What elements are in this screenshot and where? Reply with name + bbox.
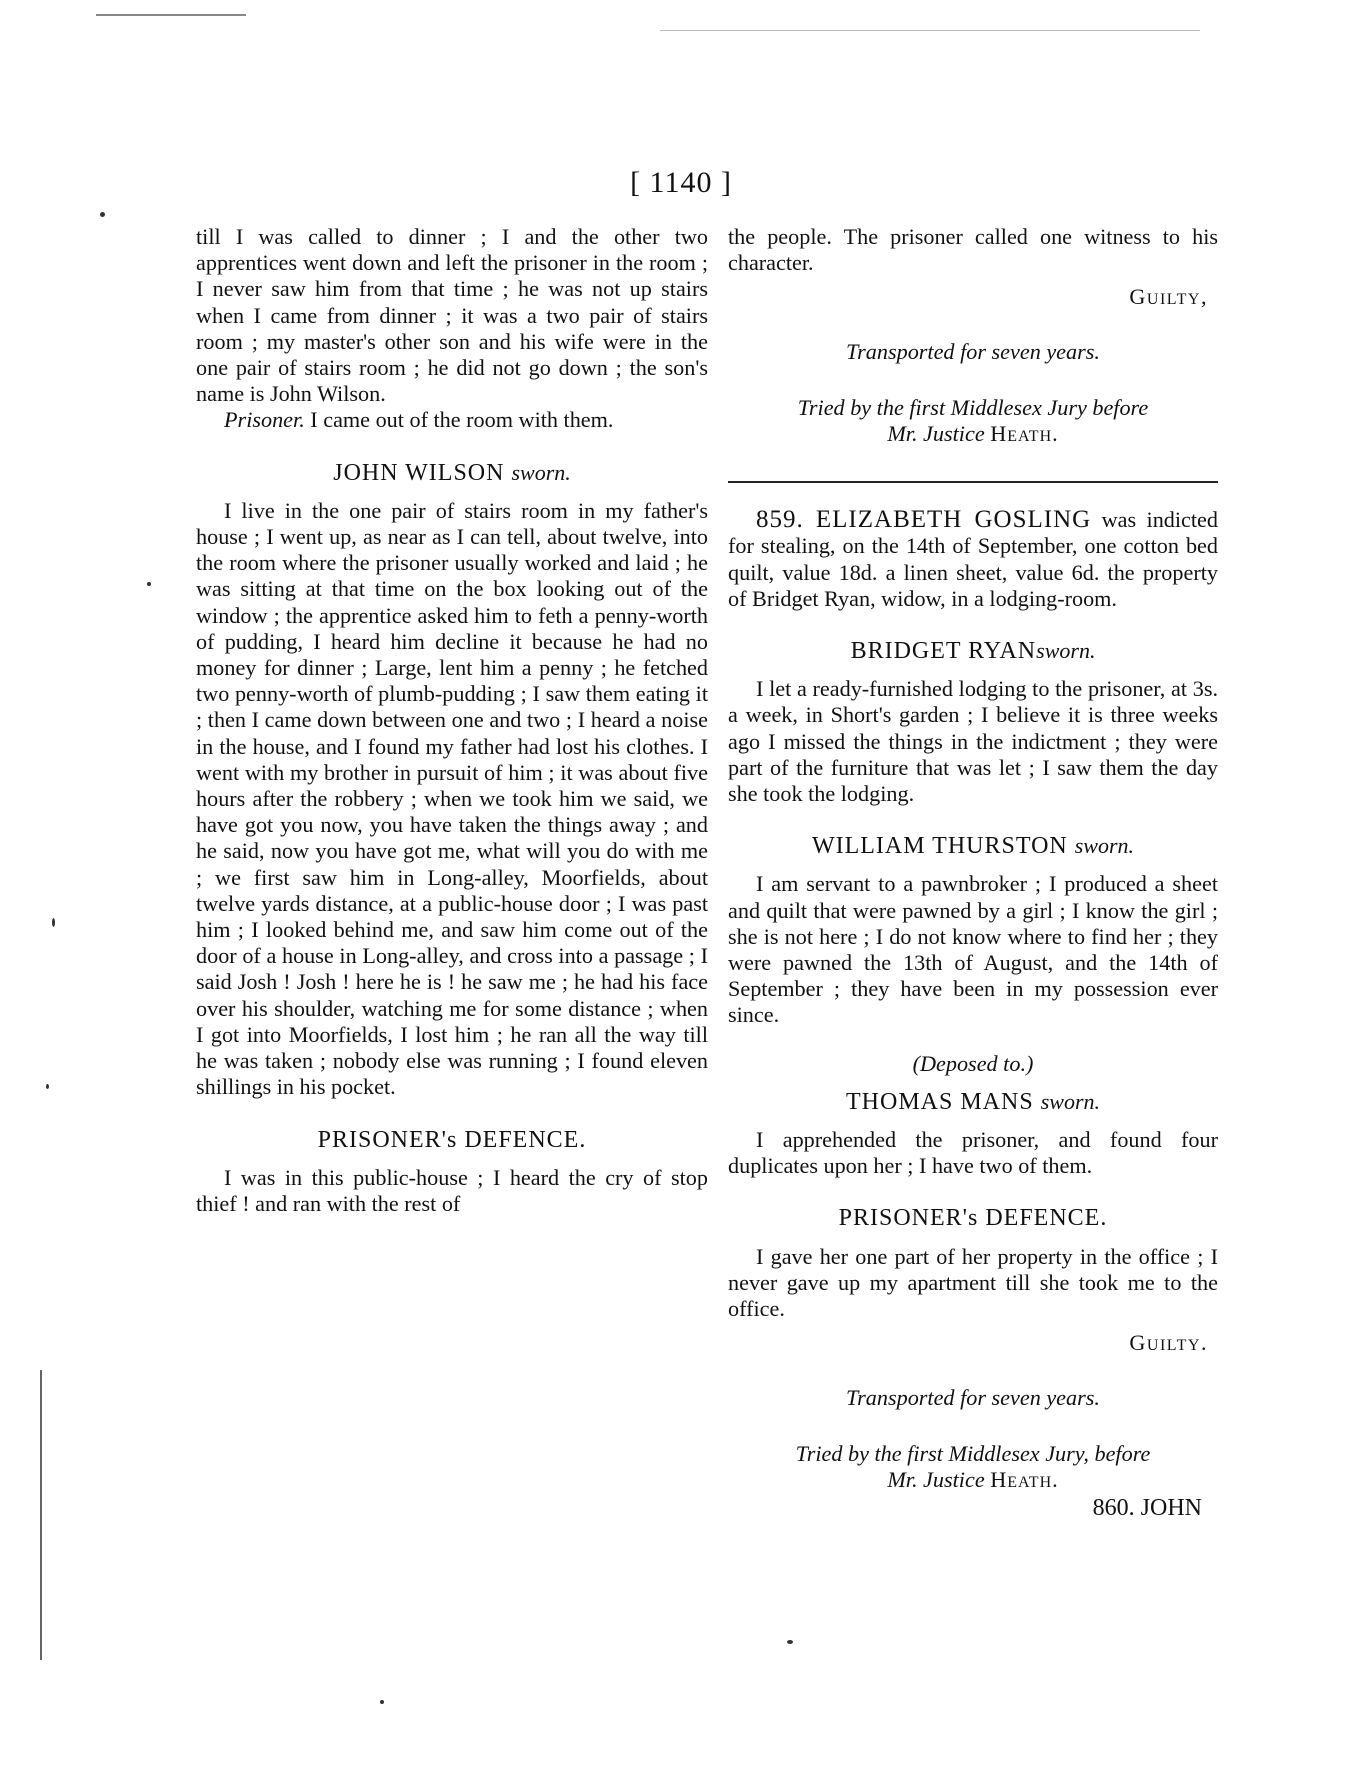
witness-heading: [728, 1089, 1218, 1115]
testimony-paragraph: I apprehended the prisoner, and found four duplicates upon her ; I have two of them.: [728, 1127, 1218, 1179]
witness-heading: [196, 460, 708, 486]
defence-paragraph: I was in this public-house ; I heard the cry of stop thief ! and ran with the rest of: [196, 1164, 708, 1216]
right-column: [728, 224, 1218, 1521]
testimony-paragraph: I let a ready-furnished lodging to the prisoner, at 3s. a week, in Short's garden ; I believe it is three weeks ago I missed the things in the indictment ; they were part of the furniture that was let ; I saw them the day she took the lodging.: [728, 676, 1218, 807]
paragraph: till I was called to dinner ; I and the other two apprentices went down and left the prisoner in the room ; I never saw him from that time ; he was not up stairs when I came from dinner ; it was a two pair of stairs room ; my master's other son and his wife were in the one pair of stairs room ; he did not go down ; the son's name is John Wilson.: [196, 224, 708, 407]
catchword: 860. JOHN: [1092, 1495, 1202, 1522]
witness-name: THOMAS MANS: [846, 1088, 1034, 1115]
defence-heading: PRISONER's DEFENCE.: [317, 1126, 587, 1153]
sentence: Transported for seven years.: [846, 1384, 1100, 1410]
judge-name: Heath.: [990, 1466, 1059, 1492]
trial-note: [728, 395, 1218, 447]
scan-speck: [147, 582, 151, 586]
section-divider: [728, 481, 1218, 483]
scan-mark: [40, 1370, 42, 1660]
trial-note-line: [728, 421, 1218, 447]
prisoner-statement: [196, 407, 708, 433]
left-column: [196, 224, 708, 1217]
sentence: Transported for seven years.: [846, 338, 1100, 364]
witness-name: JOHN WILSON: [333, 459, 505, 486]
trial-note-line: [728, 1467, 1218, 1493]
sworn-label: sworn.: [1074, 833, 1135, 859]
witness-name: BRIDGET RYAN: [850, 638, 1037, 665]
page-number: [ 1140 ]: [630, 166, 732, 199]
witness-heading: [728, 638, 1218, 664]
judge-name: Heath.: [990, 421, 1059, 447]
trial-note-line: Tried by the first Middlesex Jury before: [797, 394, 1149, 420]
case-name: 859. ELIZABETH GOSLING: [756, 506, 1092, 534]
trial-note-line: Tried by the first Middlesex Jury, before: [795, 1440, 1151, 1466]
witness-heading: [728, 833, 1218, 859]
verdict: Guilty,: [1129, 284, 1208, 310]
witness-name: WILLIAM THURSTON: [811, 833, 1068, 860]
paragraph: the people. The prisoner called one witness to his character.: [728, 224, 1218, 276]
scan-speck: [46, 1084, 49, 1089]
judge-title: Mr. Justice: [887, 1466, 985, 1492]
scan-speck: [52, 918, 55, 927]
case-text: was indicted for stealing, on the 14th of September, one cotton bed quilt, value 18d. a linen sheet, value 6d. the property of Bridget Ryan, widow, in a lodging-room.: [728, 507, 1218, 611]
scan-mark: [96, 14, 246, 16]
sworn-label: sworn.: [1036, 638, 1096, 664]
defence-heading: PRISONER's DEFENCE.: [838, 1205, 1108, 1232]
speaker-label: Prisoner.: [224, 407, 305, 433]
deposed-note: (Deposed to.): [912, 1050, 1034, 1076]
sworn-label: sworn.: [1040, 1088, 1100, 1114]
paragraph-text: I came out of the room with them.: [304, 407, 614, 433]
scan-speck: [380, 1700, 384, 1704]
testimony-paragraph: I live in the one pair of stairs room in my father's house ; I went up, as near as I can tell, about twelve, into the room where the prisoner usually worked and laid ; he was sitting at that time on the box looking out of the window ; the apprentice asked him to feth a penny-worth of pudding, I heard him decline it because he had no money for dinner ; Large, lent him a penny ; he fetched two penny-worth of plumb-pudding ; I saw them eating it ; then I came down between one and two ; I heard a noise in the house, and I found my father had lost his clothes. I went with my brother in pursuit of him ; it was about five hours after the robbery ; when we took him we said, we have got you now, you have taken the things away ; and he said, now you have got me, what will you do with me ; we first saw him in Long-alley, Moorfields, about twelve yards distance, at a public-house door ; I was past him ; I looked behind me, and saw him come out of the door of a house in Long-alley, and cross into a passage ; I said Josh ! Josh ! here he is ! he saw me ; he had his face over his shoulder, watching me for some distance ; when I got into Moorfields, I lost him ; he ran all the way till he was taken ; nobody else was running ; I found eleven shillings in his pocket.: [196, 497, 708, 1100]
judge-title: Mr. Justice: [887, 421, 985, 447]
verdict: Guilty.: [1129, 1330, 1208, 1356]
sworn-label: sworn.: [511, 459, 571, 485]
case-opening: [728, 507, 1218, 612]
scan-speck: [100, 212, 105, 217]
scan-mark: [660, 30, 1200, 31]
defence-paragraph: I gave her one part of her property in the office ; I never gave up my apartment till she took me to the office.: [728, 1243, 1218, 1322]
scan-speck: [787, 1640, 793, 1644]
testimony-paragraph: I am servant to a pawnbroker ; I produced a sheet and quilt that were pawned by a girl ; I know the girl ; she is not here ; I do not know where to find her ; they were pawned the 13th of August, and the 14th of September ; they have been in my possession ever since.: [728, 871, 1218, 1028]
trial-note: [728, 1441, 1218, 1493]
